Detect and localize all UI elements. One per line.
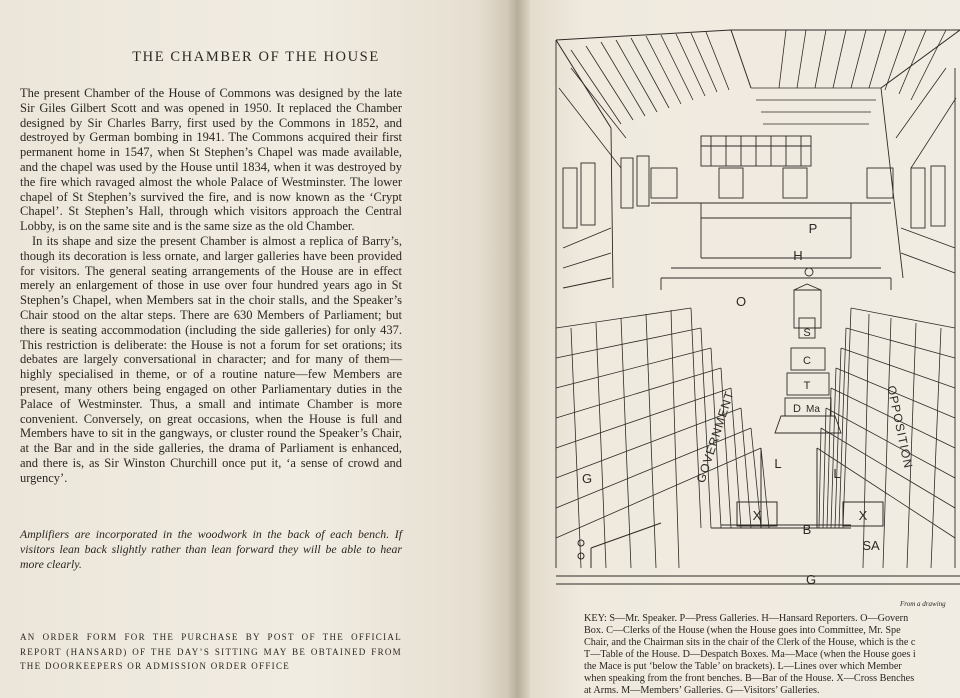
label-lines-right: L bbox=[833, 466, 841, 481]
key-line: the Mace is put ‘below the Table’ on brackets). L—Lines over which Member bbox=[584, 661, 902, 672]
amplifier-note: Amplifiers are incorporated in the woodwork in the back of each bench. If visitors lean back slightly rather than lean forward they will be able to hear more clearly. bbox=[20, 527, 402, 571]
paragraph-history: The present Chamber of the House of Commons was designed by the late Sir Giles Gilbert Scott and was opened in 1950. It replaced the Chamber designed by Sir Charles Barry, first used by the Commons in 1852, and destroyed by German bombing in 1941. The Commons acquired their first permanent home in 1547, when St Stephen’s Chapel was made available, and the chapel was used by the House until 1834, when it was destroyed by the fire which ravaged almost the whole Palace of Westminster. The lower chapel of St Stephen’s survived the fire, and is now known as the ‘Crypt Chapel’. St Stephen’s Hall, through which visitors approach the Central Lobby, is on the same site and is the same size as the old Chamber. bbox=[20, 86, 402, 234]
label-visitors-gallery-bottom: G bbox=[805, 572, 817, 587]
label-table: T bbox=[803, 380, 811, 392]
ceiling-frame bbox=[556, 30, 960, 128]
label-cross-bench-right: X bbox=[858, 508, 868, 523]
label-bar: B bbox=[802, 522, 812, 537]
body-text bbox=[20, 86, 402, 486]
paragraph-shape-and-size: In its shape and size the present Chamber is almost a replica of Barry’s, though its decoration is less ornate, and larger galleries have been provided for visitors. The general seating arrangements of the House are in effect merely an enlargement of those in use over four hundred years ago in St Stephen’s Chapel, when Members sat in the choir stalls, and the Speaker’s Chair stood on the altar steps. There are 630 Members of Parliament; but there is seating accommodation (including the side galleries) for only 437. This restriction is deliberate: the House is not a forum for set orations; its debates are largely conversational in character; and for many of them—highly specialised in theme, or of a routine nature—few Members are present, many others being engaged on other Parliamentary duties in the Palace of Westminster. Thus, a small and intimate Chamber is more convenient. Conversely, on great occasions, when the House is full and Members have to sit in the gangways, or cluster round the Speaker’s Chair, at the Bar and in the side galleries, the drama of Parliament is enhanced, and there is, as Sir Winston Churchill once put it, ‘a sense of crowd and urgency’. bbox=[20, 233, 402, 485]
label-serjeant: SA bbox=[862, 538, 880, 553]
key-line: Chair, and the Chairman sits in the chair of the Clerk of the House, which is the c bbox=[584, 637, 916, 648]
label-press-gallery: P bbox=[808, 221, 818, 236]
opposition-benches bbox=[817, 308, 955, 568]
order-form-note: AN ORDER FORM FOR THE PURCHASE BY POST OF THE OFFICIAL REPORT (HANSARD) OF THE DAY’S SITTING MAY BE OBTAINED FROM THE DOORKEEPERS OR ADMISSION ORDER OFFICE bbox=[20, 632, 402, 671]
label-despatch-box: D bbox=[793, 403, 801, 415]
key-line: Box. C—Clerks of the House (when the House goes into Committee, Mr. Spe bbox=[584, 625, 901, 636]
label-speaker: S bbox=[803, 327, 811, 339]
label-lines-left: L bbox=[774, 456, 782, 471]
label-clerks: C bbox=[803, 355, 811, 367]
page-title: THE CHAMBER OF THE HOUSE bbox=[132, 49, 380, 65]
label-members-gallery: O bbox=[735, 294, 747, 309]
key-line: at Arms. M—Members’ Galleries. G—Visitors’ Galleries. bbox=[584, 685, 820, 693]
drawing-key bbox=[584, 613, 960, 693]
key-line: T—Table of the House. D—Despatch Boxes. Ma—Mace (when the House goes i bbox=[584, 649, 916, 660]
key-line: when speaking from the front benches. B—Bar of the House. X—Cross Benches bbox=[584, 673, 915, 684]
drawing-credit: From a drawing bbox=[900, 600, 946, 608]
chamber-drawing bbox=[551, 28, 960, 598]
ceiling-rafters bbox=[559, 30, 956, 168]
label-mace: Ma bbox=[806, 404, 820, 415]
label-visitors-gallery-left: G bbox=[581, 471, 593, 486]
label-hansard: H bbox=[793, 248, 803, 263]
label-government: GOVERNMENT bbox=[693, 388, 737, 485]
end-wall bbox=[651, 136, 893, 290]
side-walls bbox=[556, 40, 955, 568]
label-cross-bench-left: X bbox=[752, 508, 762, 523]
label-opposition: OPPOSITION bbox=[884, 384, 916, 471]
key-line: KEY: S—Mr. Speaker. P—Press Galleries. H—Hansard Reporters. O—Govern bbox=[584, 613, 909, 624]
government-benches bbox=[556, 308, 769, 568]
book-gutter bbox=[505, 0, 533, 698]
